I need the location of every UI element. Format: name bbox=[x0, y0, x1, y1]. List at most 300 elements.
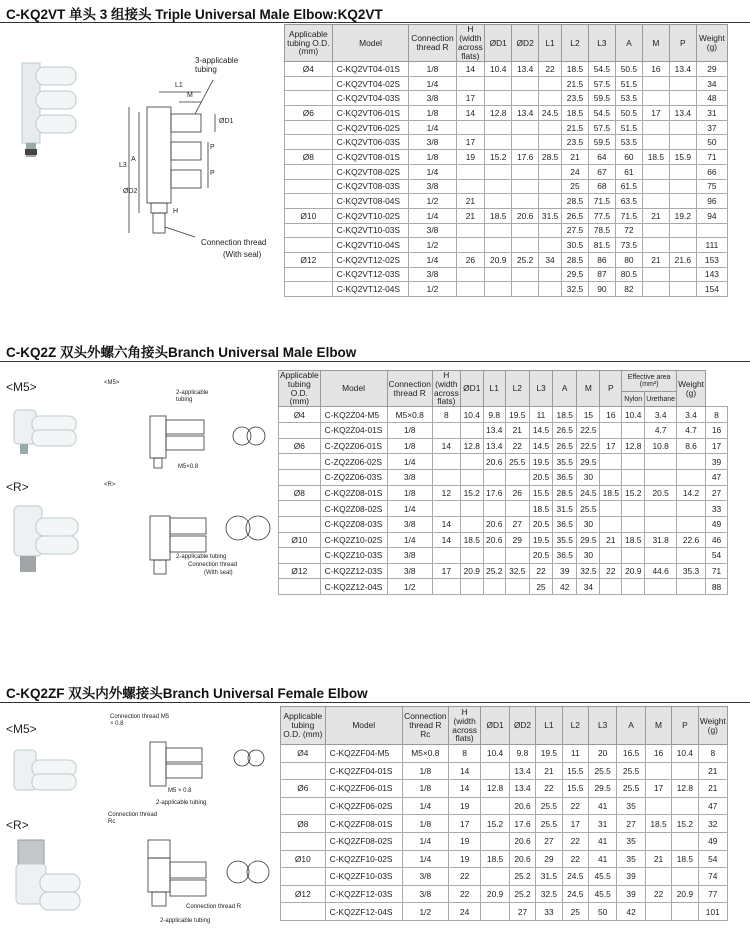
table-cell: 8 bbox=[432, 407, 460, 423]
table-cell bbox=[642, 223, 669, 238]
table-cell bbox=[672, 868, 698, 886]
table-cell: 30.5 bbox=[561, 238, 588, 253]
table-cell: 19 bbox=[448, 850, 480, 868]
table-cell: 26 bbox=[505, 485, 529, 501]
table-cell bbox=[672, 797, 698, 815]
table-row bbox=[279, 407, 728, 423]
table-cell bbox=[645, 579, 677, 595]
table-cell bbox=[485, 282, 512, 297]
table-cell: 14 bbox=[432, 516, 460, 532]
table-cell: 9.8 bbox=[509, 745, 535, 763]
table-cell: 14.2 bbox=[677, 485, 706, 501]
table-cell bbox=[285, 76, 333, 91]
table-cell: 41 bbox=[588, 797, 616, 815]
table-cell bbox=[669, 164, 696, 179]
kq2z-r-photo bbox=[8, 500, 84, 580]
table-cell bbox=[460, 422, 483, 438]
table-row bbox=[281, 815, 728, 833]
table-cell bbox=[512, 238, 539, 253]
col-header: Applicable tubing O.D. (mm) bbox=[281, 707, 326, 745]
col-header: Connection thread R bbox=[387, 371, 432, 407]
table-cell: 24 bbox=[448, 903, 480, 921]
table-cell: C-ZQ2Z06-01S bbox=[320, 438, 387, 454]
table-cell: 12 bbox=[432, 485, 460, 501]
table-cell: 14 bbox=[432, 438, 460, 454]
table-cell: 81.5 bbox=[588, 238, 615, 253]
table-cell: 22 bbox=[562, 832, 588, 850]
table-cell: 3/8 bbox=[409, 91, 456, 106]
table-cell: 12.8 bbox=[485, 106, 512, 121]
section-title-kq2z: C-KQ2Z 双头外螺六角接头Branch Universal Male Elbow bbox=[6, 345, 357, 360]
table-cell: 31.5 bbox=[536, 868, 562, 886]
table-cell: 35 bbox=[617, 797, 645, 815]
table-cell: 10.4 bbox=[672, 745, 698, 763]
table-cell: 88 bbox=[705, 579, 727, 595]
table-cell: 50.5 bbox=[615, 106, 642, 121]
col-header: P bbox=[669, 25, 696, 62]
table-cell: 68 bbox=[588, 179, 615, 194]
table-cell: 25.5 bbox=[536, 797, 562, 815]
table-cell: 21 bbox=[456, 208, 485, 223]
table-cell: C-KQ2ZF06-01S bbox=[325, 780, 402, 798]
table-cell: Ø8 bbox=[285, 150, 333, 165]
table-cell bbox=[485, 76, 512, 91]
table-cell bbox=[539, 76, 562, 91]
table-row bbox=[279, 516, 728, 532]
table-cell: C-KQ2ZF10-03S bbox=[325, 868, 402, 886]
table-cell: 18.5 bbox=[645, 815, 671, 833]
table-cell: 3/8 bbox=[387, 548, 432, 564]
table-cell bbox=[460, 579, 483, 595]
table-cell bbox=[677, 454, 706, 470]
table-cell: 48 bbox=[696, 91, 727, 106]
table-cell: 25 bbox=[562, 903, 588, 921]
table-cell: 3/8 bbox=[409, 223, 456, 238]
table-row bbox=[285, 135, 728, 150]
section-title-kq2vt: C-KQ2VT 单头 3 组接头 Triple Universal Male Elbow:KQ2VT bbox=[6, 7, 383, 22]
table-cell bbox=[512, 135, 539, 150]
table-cell: 16 bbox=[642, 62, 669, 77]
table-cell bbox=[481, 762, 509, 780]
table-cell: 22 bbox=[505, 438, 529, 454]
table-cell bbox=[285, 120, 333, 135]
table-cell bbox=[505, 548, 529, 564]
table-cell: 15.5 bbox=[529, 485, 552, 501]
table-cell bbox=[669, 76, 696, 91]
table-cell: 30 bbox=[577, 548, 600, 564]
table-cell: 8.6 bbox=[677, 438, 706, 454]
table-cell: 16.5 bbox=[617, 745, 645, 763]
table-cell: 1/4 bbox=[402, 850, 448, 868]
col-header: Model bbox=[320, 371, 387, 407]
table-cell: 20.5 bbox=[645, 485, 677, 501]
section-divider bbox=[0, 361, 750, 362]
table-cell: 44.6 bbox=[645, 563, 677, 579]
table-cell: 51.5 bbox=[615, 120, 642, 135]
table-cell bbox=[677, 516, 706, 532]
dim-label: P bbox=[210, 170, 215, 177]
table-cell bbox=[677, 469, 706, 485]
table-cell: 1/8 bbox=[387, 485, 432, 501]
table-body bbox=[279, 407, 728, 595]
table-cell: 14 bbox=[456, 106, 485, 121]
table-row bbox=[285, 267, 728, 282]
table-cell: 18.5 bbox=[481, 850, 509, 868]
label-applicable-tubing-r: 2-applicable tubing bbox=[176, 554, 227, 560]
table-cell: 1/4 bbox=[409, 120, 456, 135]
table-cell: 15.5 bbox=[562, 762, 588, 780]
table-row bbox=[285, 120, 728, 135]
col-header: Nylon bbox=[622, 392, 645, 407]
label-m5: <M5> bbox=[6, 380, 37, 394]
table-cell: 33 bbox=[536, 903, 562, 921]
table-cell: C-KQ2Z04-M5 bbox=[320, 407, 387, 423]
table-cell: 71 bbox=[705, 563, 727, 579]
table-cell bbox=[456, 179, 485, 194]
table-cell: C-KQ2ZF10-02S bbox=[325, 850, 402, 868]
table-cell: 36.5 bbox=[553, 516, 577, 532]
table-cell bbox=[505, 469, 529, 485]
table-cell: 29.5 bbox=[577, 454, 600, 470]
col-header: ØD2 bbox=[509, 707, 535, 745]
table-cell: 15.2 bbox=[622, 485, 645, 501]
table-cell: 96 bbox=[696, 194, 727, 209]
table-cell: 15.2 bbox=[481, 815, 509, 833]
table-cell: 39 bbox=[617, 868, 645, 886]
label-connection-thread-rc: Connection thread Rc bbox=[108, 812, 158, 825]
table-cell bbox=[432, 454, 460, 470]
table-cell: Ø4 bbox=[285, 62, 333, 77]
table-cell: 20.6 bbox=[509, 850, 535, 868]
table-cell bbox=[622, 548, 645, 564]
table-cell bbox=[512, 223, 539, 238]
table-cell: 1/4 bbox=[387, 532, 432, 548]
col-header: Weight (g) bbox=[677, 371, 706, 407]
kq2z-dimension-drawing bbox=[104, 378, 274, 580]
table-cell bbox=[279, 548, 321, 564]
table-cell: 49 bbox=[705, 516, 727, 532]
table-cell: 90 bbox=[588, 282, 615, 297]
table-cell: 143 bbox=[696, 267, 727, 282]
table-cell: 35.3 bbox=[677, 563, 706, 579]
table-cell: 3/8 bbox=[387, 516, 432, 532]
table-cell bbox=[677, 579, 706, 595]
table-cell bbox=[456, 282, 485, 297]
table-row bbox=[285, 208, 728, 223]
table-cell: 18.5 bbox=[561, 62, 588, 77]
table-row bbox=[279, 548, 728, 564]
table-cell: C-KQ2VT04-02S bbox=[332, 76, 409, 91]
table-cell: 77.5 bbox=[588, 208, 615, 223]
table-row bbox=[285, 238, 728, 253]
col-header: Weight (g) bbox=[698, 707, 727, 745]
table-row bbox=[285, 150, 728, 165]
table-cell: C-KQ2VT06-02S bbox=[332, 120, 409, 135]
table-cell bbox=[485, 91, 512, 106]
table-cell: 25.2 bbox=[509, 885, 535, 903]
table-cell: 24.5 bbox=[539, 106, 562, 121]
table-cell: 13.4 bbox=[669, 106, 696, 121]
table-cell: 14.5 bbox=[529, 438, 552, 454]
table-cell: 20 bbox=[588, 745, 616, 763]
table-cell: 26.5 bbox=[553, 422, 577, 438]
table-cell bbox=[485, 179, 512, 194]
table-cell: 3/8 bbox=[387, 469, 432, 485]
table-cell: 23.5 bbox=[561, 135, 588, 150]
table-cell bbox=[481, 797, 509, 815]
table-cell bbox=[622, 516, 645, 532]
table-cell: C-KQ2VT08-01S bbox=[332, 150, 409, 165]
table-cell: 14 bbox=[456, 62, 485, 77]
table-cell: 35 bbox=[617, 832, 645, 850]
table-cell: 1/4 bbox=[402, 797, 448, 815]
table-cell: 1/2 bbox=[409, 238, 456, 253]
table-cell: 18.5 bbox=[561, 106, 588, 121]
col-header: ØD2 bbox=[512, 25, 539, 62]
table-cell: 17 bbox=[642, 106, 669, 121]
table-cell bbox=[481, 868, 509, 886]
kq2z-spec-table bbox=[278, 370, 728, 595]
table-cell: 25.5 bbox=[617, 780, 645, 798]
table-cell bbox=[642, 267, 669, 282]
table-cell: 60 bbox=[615, 150, 642, 165]
table-cell: 34 bbox=[577, 579, 600, 595]
table-cell: Ø10 bbox=[279, 532, 321, 548]
table-cell: 3/8 bbox=[402, 885, 448, 903]
table-cell: 21.5 bbox=[561, 76, 588, 91]
table-cell: C-KQ2Z12-03S bbox=[320, 563, 387, 579]
table-cell: 50 bbox=[696, 135, 727, 150]
table-cell: 35.5 bbox=[553, 454, 577, 470]
table-cell: 45.5 bbox=[588, 868, 616, 886]
table-cell: 18.5 bbox=[672, 850, 698, 868]
table-cell: 17 bbox=[562, 815, 588, 833]
table-cell: 17.6 bbox=[512, 150, 539, 165]
section-title-kq2zf: C-KQ2ZF 双头内外螺接头Branch Universal Female Elbow bbox=[6, 686, 368, 701]
table-cell: 31.5 bbox=[539, 208, 562, 223]
table-cell bbox=[460, 454, 483, 470]
table-cell: C-KQ2ZF04-M5 bbox=[325, 745, 402, 763]
table-cell: C-KQ2Z10-03S bbox=[320, 548, 387, 564]
table-cell: 41 bbox=[588, 832, 616, 850]
table-cell bbox=[645, 469, 677, 485]
table-cell: 21 bbox=[536, 762, 562, 780]
table-cell: 14 bbox=[432, 532, 460, 548]
table-row bbox=[279, 438, 728, 454]
table-cell: 13.4 bbox=[509, 780, 535, 798]
col-header: H (width across flats) bbox=[433, 370, 459, 407]
table-cell: 25 bbox=[561, 179, 588, 194]
label-r: <R> bbox=[6, 480, 29, 494]
label-r-small: <R> bbox=[104, 482, 116, 488]
table-cell: C-KQ2VT04-03S bbox=[332, 91, 409, 106]
table-cell bbox=[669, 179, 696, 194]
table-cell: 59.5 bbox=[588, 91, 615, 106]
table-cell: 21 bbox=[642, 252, 669, 267]
label-applicable-tubing: 2-applicable tubing bbox=[156, 800, 207, 806]
table-cell: 17.6 bbox=[483, 485, 505, 501]
table-cell bbox=[512, 282, 539, 297]
table-cell bbox=[456, 164, 485, 179]
table-cell bbox=[669, 282, 696, 297]
table-cell bbox=[672, 832, 698, 850]
table-cell bbox=[669, 91, 696, 106]
table-cell: 17 bbox=[448, 815, 480, 833]
table-cell bbox=[539, 91, 562, 106]
table-cell: 73.5 bbox=[615, 238, 642, 253]
table-cell: 29 bbox=[696, 62, 727, 77]
table-cell bbox=[645, 762, 671, 780]
table-cell: 24.5 bbox=[562, 868, 588, 886]
table-cell: 39 bbox=[553, 563, 577, 579]
table-cell: 10.4 bbox=[481, 745, 509, 763]
table-cell: 16 bbox=[600, 407, 622, 423]
table-cell bbox=[512, 120, 539, 135]
table-cell: 19.5 bbox=[536, 745, 562, 763]
table-cell bbox=[460, 501, 483, 517]
table-cell: Ø6 bbox=[285, 106, 333, 121]
table-cell: 28.5 bbox=[561, 194, 588, 209]
table-cell: 11 bbox=[529, 407, 552, 423]
table-cell: 23.5 bbox=[561, 91, 588, 106]
label-m5x08: M5 × 0.8 bbox=[168, 788, 192, 794]
table-cell: 14.5 bbox=[529, 422, 552, 438]
table-cell bbox=[279, 501, 321, 517]
table-body bbox=[285, 62, 728, 297]
table-cell: 51.5 bbox=[615, 76, 642, 91]
col-header: H (width across flats) bbox=[448, 707, 480, 745]
table-cell: C-KQ2ZF06-02S bbox=[325, 797, 402, 815]
table-cell bbox=[622, 469, 645, 485]
table-cell: 21 bbox=[642, 208, 669, 223]
label-connection-thread: Connection thread bbox=[201, 238, 267, 247]
table-cell bbox=[460, 469, 483, 485]
col-header: Connection thread R bbox=[409, 25, 456, 62]
table-cell: 41 bbox=[588, 850, 616, 868]
table-cell: 20.6 bbox=[483, 532, 505, 548]
table-row bbox=[279, 501, 728, 517]
table-cell: 21.5 bbox=[561, 120, 588, 135]
table-cell: 29.5 bbox=[561, 267, 588, 282]
table-cell bbox=[642, 282, 669, 297]
table-cell bbox=[600, 469, 622, 485]
table-cell bbox=[456, 238, 485, 253]
table-cell: C-KQ2VT08-03S bbox=[332, 179, 409, 194]
table-row bbox=[279, 422, 728, 438]
table-cell: 26.5 bbox=[561, 208, 588, 223]
label-m5-small: <M5> bbox=[104, 380, 120, 386]
table-cell: 19.5 bbox=[505, 407, 529, 423]
table-cell bbox=[456, 76, 485, 91]
table-cell bbox=[485, 238, 512, 253]
table-cell: C-KQ2ZF12-03S bbox=[325, 885, 402, 903]
table-cell: 54 bbox=[698, 850, 727, 868]
table-cell: C-KQ2Z08-03S bbox=[320, 516, 387, 532]
table-cell: 25.5 bbox=[536, 815, 562, 833]
label-applicable-tubing: 3-applicable tubing bbox=[195, 56, 239, 75]
table-cell: 42 bbox=[617, 903, 645, 921]
table-cell: 17 bbox=[456, 135, 485, 150]
table-cell: 29.5 bbox=[577, 532, 600, 548]
table-cell: Ø8 bbox=[281, 815, 326, 833]
table-cell: 9.8 bbox=[483, 407, 505, 423]
col-header: Applicable tubing O.D. (mm) bbox=[280, 370, 319, 407]
table-cell bbox=[432, 469, 460, 485]
table-cell: 8 bbox=[698, 745, 727, 763]
col-header: Weight (g) bbox=[696, 25, 727, 62]
table-cell bbox=[460, 516, 483, 532]
table-cell: 25.2 bbox=[512, 252, 539, 267]
table-cell: 21 bbox=[456, 194, 485, 209]
table-cell: 3/8 bbox=[387, 563, 432, 579]
col-header: L2 bbox=[562, 707, 588, 745]
table-cell: 1/4 bbox=[409, 164, 456, 179]
table-cell: 1/8 bbox=[402, 780, 448, 798]
table-cell bbox=[483, 579, 505, 595]
table-cell: 11 bbox=[562, 745, 588, 763]
label-applicable-tubing: 2-applicable tubing bbox=[176, 390, 209, 403]
kq2zf-spec-table bbox=[280, 706, 728, 921]
table-cell: 27 bbox=[617, 815, 645, 833]
dim-label: ØD1 bbox=[219, 118, 234, 125]
table-body bbox=[281, 745, 728, 921]
table-cell: 1/4 bbox=[402, 832, 448, 850]
table-cell: 53.5 bbox=[615, 135, 642, 150]
table-cell bbox=[600, 548, 622, 564]
table-cell: C-KQ2Z12-04S bbox=[320, 579, 387, 595]
table-cell: 32.5 bbox=[577, 563, 600, 579]
table-cell bbox=[669, 238, 696, 253]
table-cell: Ø12 bbox=[279, 563, 321, 579]
col-header: L1 bbox=[539, 25, 562, 62]
table-cell bbox=[279, 454, 321, 470]
table-cell: 17 bbox=[645, 780, 671, 798]
dim-label: ØD2 bbox=[123, 188, 138, 195]
table-cell bbox=[483, 501, 505, 517]
table-cell: 28.5 bbox=[561, 252, 588, 267]
label-r: <R> bbox=[6, 818, 29, 832]
table-cell bbox=[645, 832, 671, 850]
table-cell: 25.5 bbox=[617, 762, 645, 780]
col-header: Model bbox=[332, 25, 409, 62]
kq2zf-dimension-drawing bbox=[104, 712, 274, 926]
table-cell bbox=[485, 120, 512, 135]
col-header: Connection thread R Rc bbox=[402, 707, 448, 745]
table-cell bbox=[512, 76, 539, 91]
label-with-seal: (With seal) bbox=[223, 250, 262, 259]
table-cell: 22 bbox=[536, 780, 562, 798]
table-cell: 25.5 bbox=[505, 454, 529, 470]
table-cell: C-KQ2Z10-02S bbox=[320, 532, 387, 548]
table-cell: 1/8 bbox=[409, 150, 456, 165]
table-cell: 3/8 bbox=[409, 135, 456, 150]
table-cell: 18.5 bbox=[600, 485, 622, 501]
table-cell bbox=[600, 501, 622, 517]
table-cell: C-KQ2ZF08-01S bbox=[325, 815, 402, 833]
section-divider bbox=[0, 702, 750, 703]
table-cell: 50.5 bbox=[615, 62, 642, 77]
table-cell: 20.9 bbox=[460, 563, 483, 579]
table-cell: 25.2 bbox=[483, 563, 505, 579]
table-cell: Ø4 bbox=[279, 407, 321, 423]
col-header: L2 bbox=[561, 25, 588, 62]
table-cell: 22 bbox=[539, 62, 562, 77]
table-cell: 1/8 bbox=[409, 62, 456, 77]
table-cell: 17 bbox=[432, 563, 460, 579]
table-cell: 86 bbox=[588, 252, 615, 267]
table-cell: 20.6 bbox=[483, 516, 505, 532]
table-cell bbox=[539, 135, 562, 150]
